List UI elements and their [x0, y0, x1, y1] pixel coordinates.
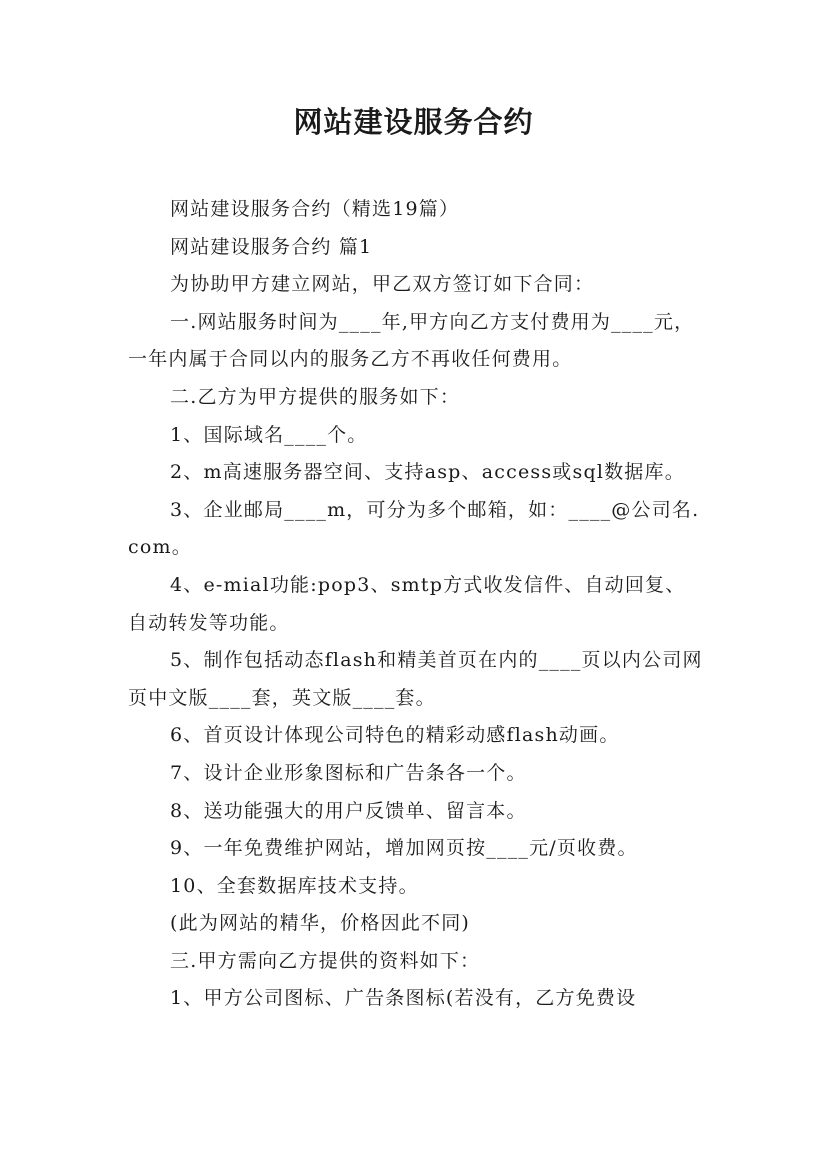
- paragraph-clause-3: 三.甲方需向乙方提供的资料如下：: [170, 949, 481, 972]
- document-body: [128, 191, 704, 1018]
- paragraph-item-2: 2、m高速服务器空间、支持asp、access或sql数据库。: [170, 461, 685, 484]
- paragraph-intro: 为协助甲方建立网站，甲乙双方签订如下合同：: [170, 273, 595, 296]
- paragraph-item-7: 7、设计企业形象图标和广告条各一个。: [170, 761, 527, 784]
- document-title: 网站建设服务合约: [293, 105, 534, 139]
- paragraph-item-3: 3、企业邮局____m，可分为多个邮箱，如：____@公司名.com。: [128, 498, 700, 559]
- paragraph-note: (此为网站的精华，价格因此不同): [170, 912, 471, 935]
- paragraph-item-8: 8、送功能强大的用户反馈单、留言本。: [170, 799, 527, 822]
- paragraph-item-6: 6、首页设计体现公司特色的精彩动感flash动画。: [170, 724, 620, 747]
- paragraph-chapter-heading: 网站建设服务合约 篇1: [170, 235, 373, 258]
- paragraph-subtitle: 网站建设服务合约（精选19篇）: [170, 198, 460, 220]
- paragraph-clause-2: 二.乙方为甲方提供的服务如下：: [170, 385, 461, 408]
- paragraph-item-10: 10、全套数据库技术支持。: [170, 874, 419, 897]
- paragraph-item-9: 9、一年免费维护网站，增加网页按____元/页收费。: [170, 837, 638, 860]
- paragraph-clause-3-item-1: 1、甲方公司图标、广告条图标(若没有，乙方免费设: [170, 987, 637, 1010]
- paragraph-item-1: 1、国际域名____个。: [170, 423, 368, 446]
- paragraph-item-4: 4、e-mial功能:pop3、smtp方式收发信件、自动回复、自动转发等功能。: [128, 573, 686, 634]
- paragraph-clause-1: 一.网站服务时间为____年,甲方向乙方支付费用为____元，一年内属于合同以内的服务乙方不再收任何费用。: [128, 310, 695, 371]
- paragraph-item-5: 5、制作包括动态flash和精美首页在内的____页以内公司网页中文版____套，英文版____套。: [128, 649, 703, 709]
